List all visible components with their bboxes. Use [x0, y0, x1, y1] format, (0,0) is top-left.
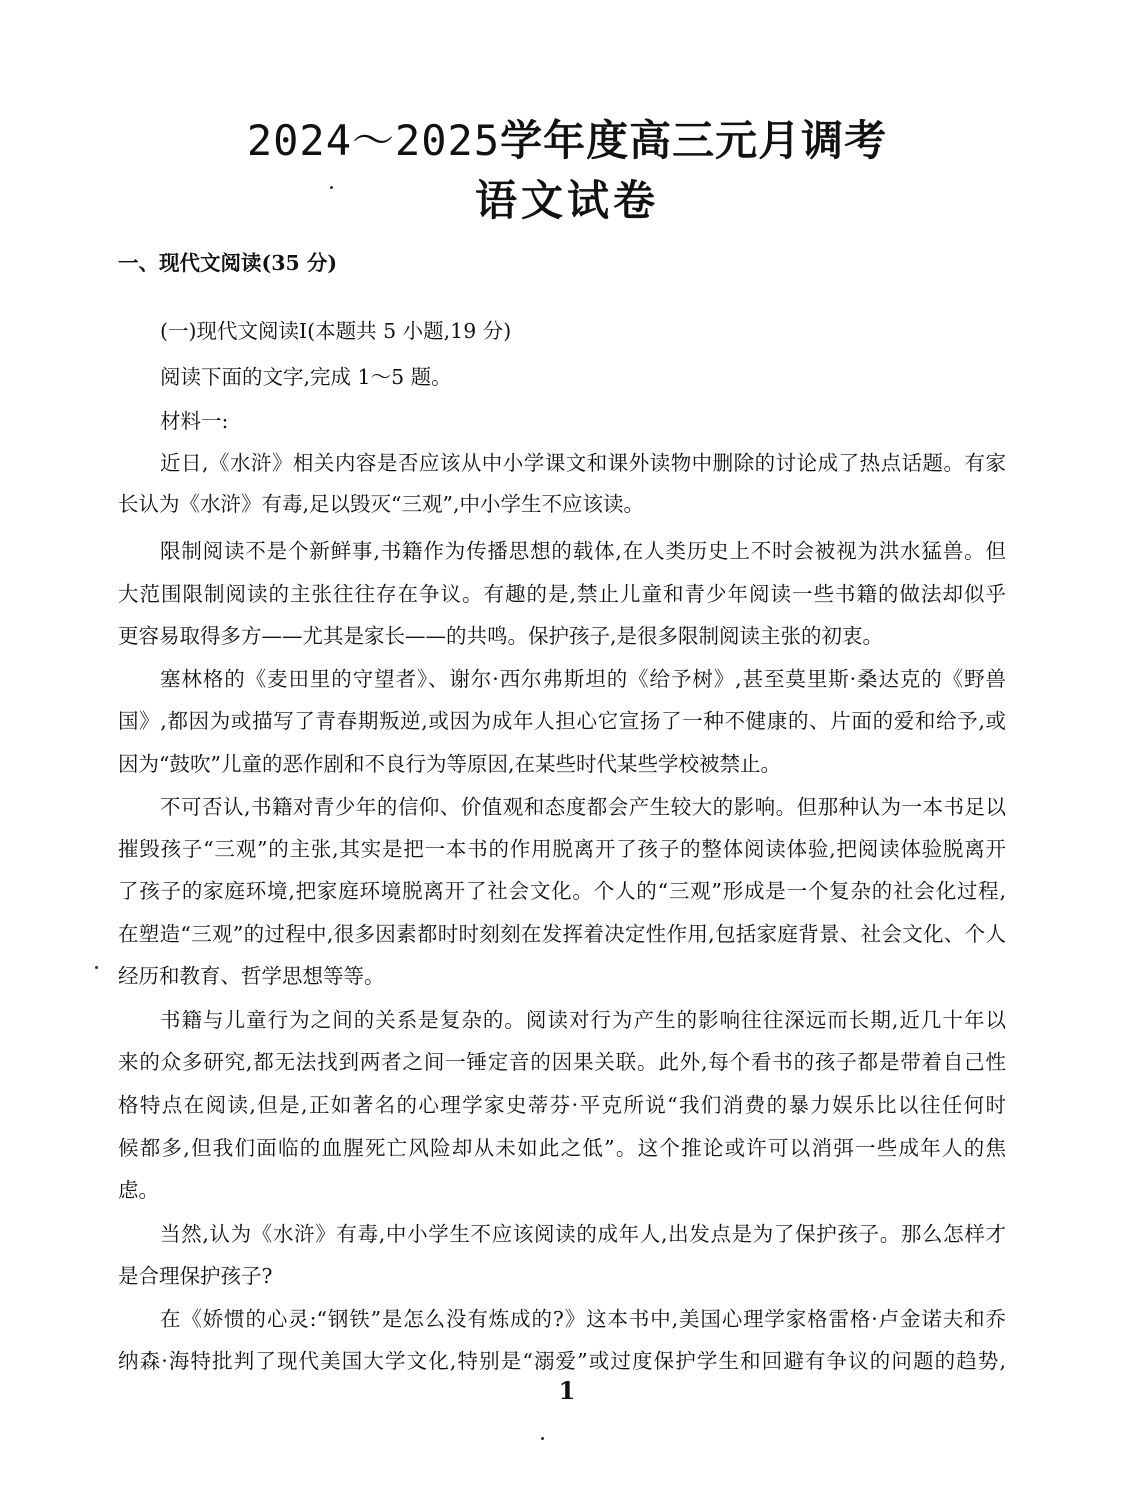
- paragraph-line: 书籍与儿童行为之间的关系是复杂的。阅读对行为产生的影响往往深远而长期,近几十年以: [160, 1008, 1006, 1032]
- scan-speck: [95, 966, 98, 969]
- paragraph-line: 因为“鼓吹”儿童的恶作剧和不良行为等原因,在某些时代某些学校被禁止。: [118, 752, 781, 776]
- paragraph-line: 候都多,但我们面临的血腥死亡风险却从未如此之低”。这个推论或许可以消弭一些成年人的焦: [118, 1136, 1006, 1160]
- subsection-heading: (一)现代文阅读Ⅰ(本题共 5 小题,19 分): [160, 319, 512, 343]
- paragraph-line: 虑。: [118, 1178, 159, 1202]
- title-year: 2024～2025: [246, 116, 501, 165]
- paragraph-line: 纳森·海特批判了现代美国大学文化,特别是“溺爱”或过度保护学生和回避有争议的问题的趋势,: [118, 1349, 1006, 1373]
- paragraph-line: 长认为《水浒》有毒,足以毁灭“三观”,中小学生不应该读。: [118, 492, 644, 516]
- scan-speck: [541, 1437, 544, 1440]
- paragraph-line: 近日,《水浒》相关内容是否应该从中小学课文和课外读物中删除的讨论成了热点话题。有家: [160, 451, 1006, 475]
- paragraph-line: 格特点在阅读,但是,正如著名的心理学家史蒂芬·平克所说“我们消费的暴力娱乐比以往任何时: [118, 1093, 1006, 1117]
- paragraph-line: 塞林格的《麦田里的守望者》、谢尔·西尔弗斯坦的《给予树》,甚至莫里斯·桑达克的《野兽: [160, 667, 1006, 691]
- instruction-text: 阅读下面的文字,完成 1～5 题。: [160, 365, 452, 389]
- section-heading: 一、现代文阅读(35 分): [118, 251, 338, 275]
- paragraph-line: 大范围限制阅读的主张往往存在争议。有趣的是,禁止儿童和青少年阅读一些书籍的做法却似乎: [118, 582, 1006, 606]
- paragraph-line: 来的众多研究,都无法找到两者之间一锤定音的因果关联。此外,每个看书的孩子都是带着自己性: [118, 1050, 1006, 1074]
- paragraph-line: 了孩子的家庭环境,把家庭环境脱离开了社会文化。个人的“三观”形成是一个复杂的社会化过程,: [118, 879, 1006, 903]
- material-label: 材料一:: [160, 409, 229, 433]
- exam-subject: 语文试卷: [474, 176, 659, 225]
- paragraph-line: 限制阅读不是个新鲜事,书籍作为传播思想的载体,在人类历史上不时会被视为洪水猛兽。但: [160, 539, 1006, 563]
- paragraph-line: 经历和教育、哲学思想等等。: [118, 964, 385, 988]
- paragraph-line: 摧毁孩子“三观”的主张,其实是把一本书的作用脱离开了孩子的整体阅读体验,把阅读体验脱离开: [118, 837, 1006, 861]
- exam-title: [0, 108, 1134, 168]
- title-text: 学年度高三元月调考: [500, 116, 888, 165]
- paragraph-line: 在《娇惯的心灵:“钢铁”是怎么没有炼成的?》这本书中,美国心理学家格雷格·卢金诺夫和乔: [160, 1307, 1006, 1331]
- paragraph-line: 当然,认为《水浒》有毒,中小学生不应该阅读的成年人,出发点是为了保护孩子。那么怎样才: [160, 1222, 1006, 1246]
- paragraph-line: 更容易取得多方——尤其是家长——的共鸣。保护孩子,是很多限制阅读主张的初衷。: [118, 624, 884, 648]
- paragraph-line: 在塑造“三观”的过程中,很多因素都时时刻刻在发挥着决定性作用,包括家庭背景、社会文化、个人: [118, 922, 1006, 946]
- paragraph-line: 国》,都因为或描写了青春期叛逆,或因为成年人担心它宣扬了一种不健康的、片面的爱和给予,或: [118, 709, 1006, 733]
- page-number: 1: [558, 1376, 576, 1405]
- paragraph-line: 不可否认,书籍对青少年的信仰、价值观和态度都会产生较大的影响。但那种认为一本书足以: [160, 795, 1006, 819]
- paragraph-line: 是合理保护孩子?: [118, 1264, 273, 1288]
- scan-speck: [330, 186, 333, 189]
